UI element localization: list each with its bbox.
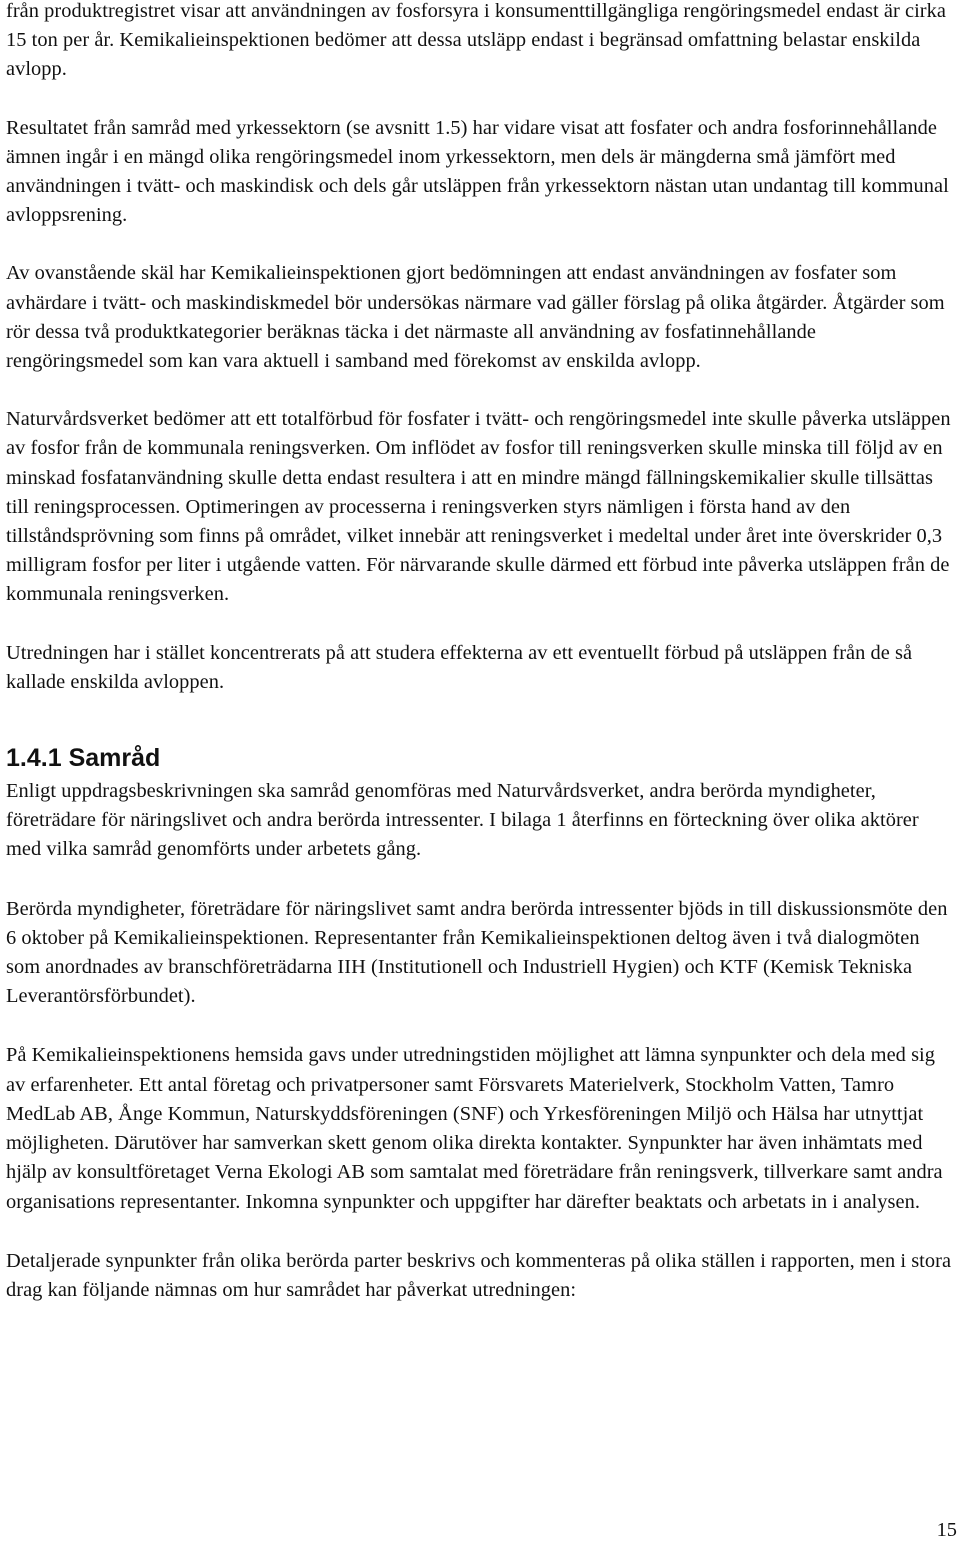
section-number: 1.4.1 [6, 744, 62, 773]
paragraph-website: På Kemikalieinspektionens hemsida gavs under utredningstiden möjlighet att lämna synpunkter och dela med sig av erfarenheter. Ett antal företag och privatpersoner samt Försvarets Materielverk, Stockholm Vatten, Tamro MedLab AB, Ånge Kommun, Naturskyddsföreningen (SNF) och Yrkesföreningen Miljö och Hälsa har utnyttjat möjligheten. Därutöver har samverkan skett genom olika direkta kontakter. Synpunkter har även inhämtats med hjälp av konsultföretaget Verna Ekologi AB som samtalat med företrädare från reningsverk, tillverkare samt andra organisations representanter. Inkomna synpunkter och uppgifter har därefter beaktats och arbetats in i analysen. [6, 1044, 943, 1213]
paragraph-naturvardsverket: Naturvårdsverket bedömer att ett totalförbud för fosfater i tvätt- och rengöringsmedel inte skulle påverka utsläppen av fosfor från de kommunala reningsverken. Om inflödet av fosfor till reningsverken skulle minska till följd av en minskad fosfatanvändning skulle detta endast resultera i att en mindre mängd fällningskemikalier skulle tillsättas till reningsprocessen. Optimeringen av processerna i reningsverken styrs nämligen i första hand av den tillståndsprövning som finns på området, vilket innebär att reningsverket i medeltal under året inte överskrider 0,3 milligram fosfor per liter i utgående vatten. För närvarande skulle därmed ett förbud inte påverka utsläppen från de kommunala reningsverken. [6, 408, 951, 606]
section-title: Samråd [68, 744, 161, 773]
paragraph-product-register: från produktregistret visar att användningen av fosforsyra i konsumenttillgängliga rengöringsmedel endast är cirka 15 ton per år. Kemikalieinspektionen bedömer att dessa utsläpp endast i begränsad omfattning belastar enskilda avlopp. [6, 0, 946, 81]
paragraph-assessment: Av ovanstående skäl har Kemikalieinspektionen gjort bedömningen att endast användningen av fosfater som avhärdare i tvätt- och maskindiskmedel bör undersökas närmare vad gäller förslag på olika åtgärder. Åtgärder som rör dessa två produktkategorier beräknas täcka i det närmaste all användning av fosfatinnehållande rengöringsmedel som kan vara aktuell i samband med förekomst av enskilda avlopp. [6, 262, 945, 373]
paragraph-professional-sector: Resultatet från samråd med yrkessektorn (se avsnitt 1.5) har vidare visat att fosfater och andra fosforinnehållande ämnen ingår i en mängd olika rengöringsmedel inom yrkessektorn, men dels är mängderna små jämfört med användningen i tvätt- och maskindisk och dels går utsläppen från yrkessektorn nästan utan undantag till kommunal avloppsrening. [6, 116, 949, 227]
page-number: 15 [936, 1519, 957, 1541]
paragraph-assignment: Enligt uppdragsbeskrivningen ska samråd genomföras med Naturvårdsverket, andra berörda myndigheter, företrädare för näringslivet och andra berörda intressenter. I bilaga 1 återfinns en förteckning över olika aktörer med vilka samråd genomförts under arbetets gång. [6, 780, 919, 861]
section-heading [6, 743, 956, 773]
paragraph-meetings: Berörda myndigheter, företrädare för näringslivet samt andra berörda intressenter bjöds in till diskussionsmöte den 6 oktober på Kemikalieinspektionen. Representanter från Kemikalieinspektionen deltog även i två dialogmöten som anordnades av branschföreträdarna IIH (Institutionell och Industriell Hygien) och KTF (Kemisk Tekniska Leverantörsförbundet). [6, 897, 948, 1008]
paragraph-detailed-views: Detaljerade synpunkter från olika berörda parter beskrivs och kommenteras på olika ställen i rapporten, men i stora drag kan följande nämnas om hur samrådet har påverkat utredningen: [6, 1249, 952, 1301]
document-page [6, 0, 956, 1305]
paragraph-investigation-focus: Utredningen har i stället koncentrerats på att studera effekterna av ett eventuellt förbud på utsläppen från de så kallade enskilda avloppen. [6, 641, 913, 693]
